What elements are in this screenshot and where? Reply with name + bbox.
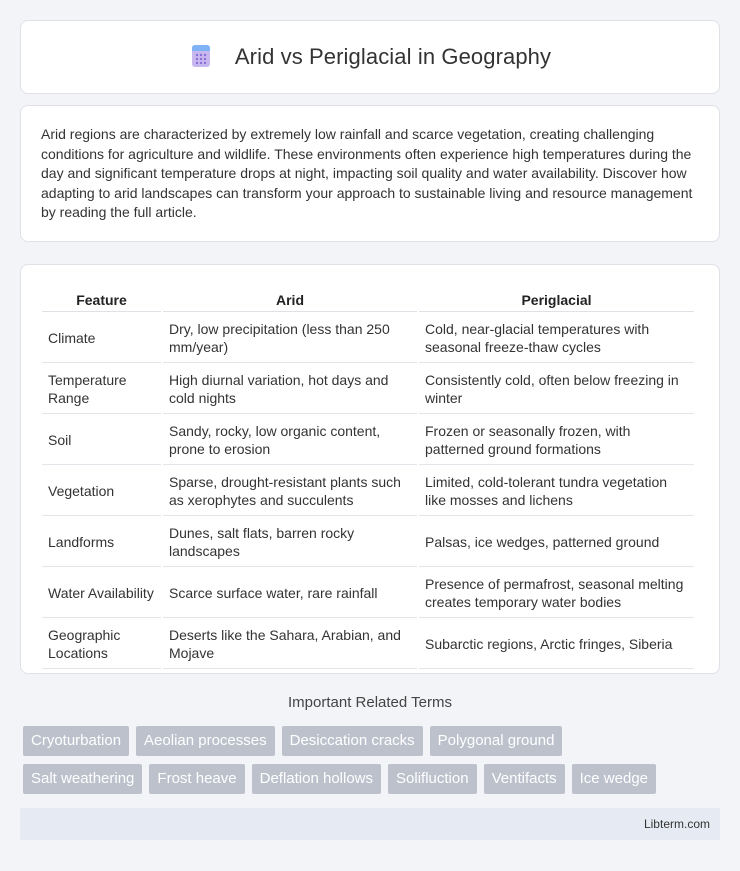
tag-row xyxy=(23,726,723,756)
arid-cell: Sandy, rocky, low organic content, prone to erosion xyxy=(163,416,417,465)
arid-cell: Dry, low precipitation (less than 250 mm/year) xyxy=(163,314,417,363)
feature-cell: Temperature Range xyxy=(42,365,161,414)
periglacial-cell: Palsas, ice wedges, patterned ground xyxy=(419,518,694,567)
footer xyxy=(20,808,720,840)
tag-ice-wedge[interactable]: Ice wedge xyxy=(572,764,656,794)
table-row xyxy=(42,365,694,414)
periglacial-cell: Frozen or seasonally frozen, with patterned ground formations xyxy=(419,416,694,465)
table-row xyxy=(42,416,694,465)
feature-cell: Vegetation xyxy=(42,467,161,516)
tag-deflation-hollows[interactable]: Deflation hollows xyxy=(252,764,381,794)
page-title: Arid vs Periglacial in Geography xyxy=(234,44,552,69)
table-header-row xyxy=(42,287,694,312)
header-feature: Feature xyxy=(42,287,161,312)
tag-salt-weathering[interactable]: Salt weathering xyxy=(23,764,142,794)
intro-card xyxy=(20,105,720,242)
feature-cell: Climate xyxy=(42,314,161,363)
feature-cell: Soil xyxy=(42,416,161,465)
tag-solifluction[interactable]: Solifluction xyxy=(388,764,477,794)
related-terms-tags xyxy=(23,726,723,802)
feature-cell: Geographic Locations xyxy=(42,620,161,669)
arid-cell: Deserts like the Sahara, Arabian, and Mojave xyxy=(163,620,417,669)
table-row xyxy=(42,467,694,516)
comparison-card xyxy=(20,264,720,674)
periglacial-cell: Presence of permafrost, seasonal melting creates temporary water bodies xyxy=(419,569,694,618)
tag-cryoturbation[interactable]: Cryoturbation xyxy=(23,726,129,756)
header-card xyxy=(20,20,720,94)
periglacial-cell: Cold, near-glacial temperatures with seasonal freeze-thaw cycles xyxy=(419,314,694,363)
arid-cell: Dunes, salt flats, barren rocky landscapes xyxy=(163,518,417,567)
periglacial-cell: Consistently cold, often below freezing in winter xyxy=(419,365,694,414)
arid-cell: Scarce surface water, rare rainfall xyxy=(163,569,417,618)
arid-cell: High diurnal variation, hot days and cold nights xyxy=(163,365,417,414)
document-grid-icon xyxy=(189,44,213,68)
header-periglacial: Periglacial xyxy=(419,287,694,312)
intro-text: Arid regions are characterized by extremely low rainfall and scarce vegetation, creating challenging conditions for agriculture and wildlife. These environments often experience high temperatures during the day and significant temperature drops at night, impacting soil quality and water availability. Discover how adapting to arid landscapes can transform your approach to sustainable living and resource management by reading the full article. xyxy=(41,126,693,221)
feature-cell: Water Availability xyxy=(42,569,161,618)
tag-row xyxy=(23,764,723,794)
table-row xyxy=(42,569,694,618)
feature-cell: Landforms xyxy=(42,518,161,567)
tag-polygonal-ground[interactable]: Polygonal ground xyxy=(430,726,563,756)
comparison-table xyxy=(40,285,696,671)
related-terms-title: Important Related Terms xyxy=(288,694,452,711)
tag-aeolian-processes[interactable]: Aeolian processes xyxy=(136,726,275,756)
tag-ventifacts[interactable]: Ventifacts xyxy=(484,764,565,794)
table-row xyxy=(42,518,694,567)
footer-site-link[interactable]: Libterm.com xyxy=(643,817,710,831)
table-row xyxy=(42,314,694,363)
tag-frost-heave[interactable]: Frost heave xyxy=(149,764,244,794)
table-row xyxy=(42,620,694,669)
periglacial-cell: Limited, cold-tolerant tundra vegetation like mosses and lichens xyxy=(419,467,694,516)
periglacial-cell: Subarctic regions, Arctic fringes, Siberia xyxy=(419,620,694,669)
tag-desiccation-cracks[interactable]: Desiccation cracks xyxy=(282,726,423,756)
header-arid: Arid xyxy=(163,287,417,312)
arid-cell: Sparse, drought-resistant plants such as xerophytes and succulents xyxy=(163,467,417,516)
